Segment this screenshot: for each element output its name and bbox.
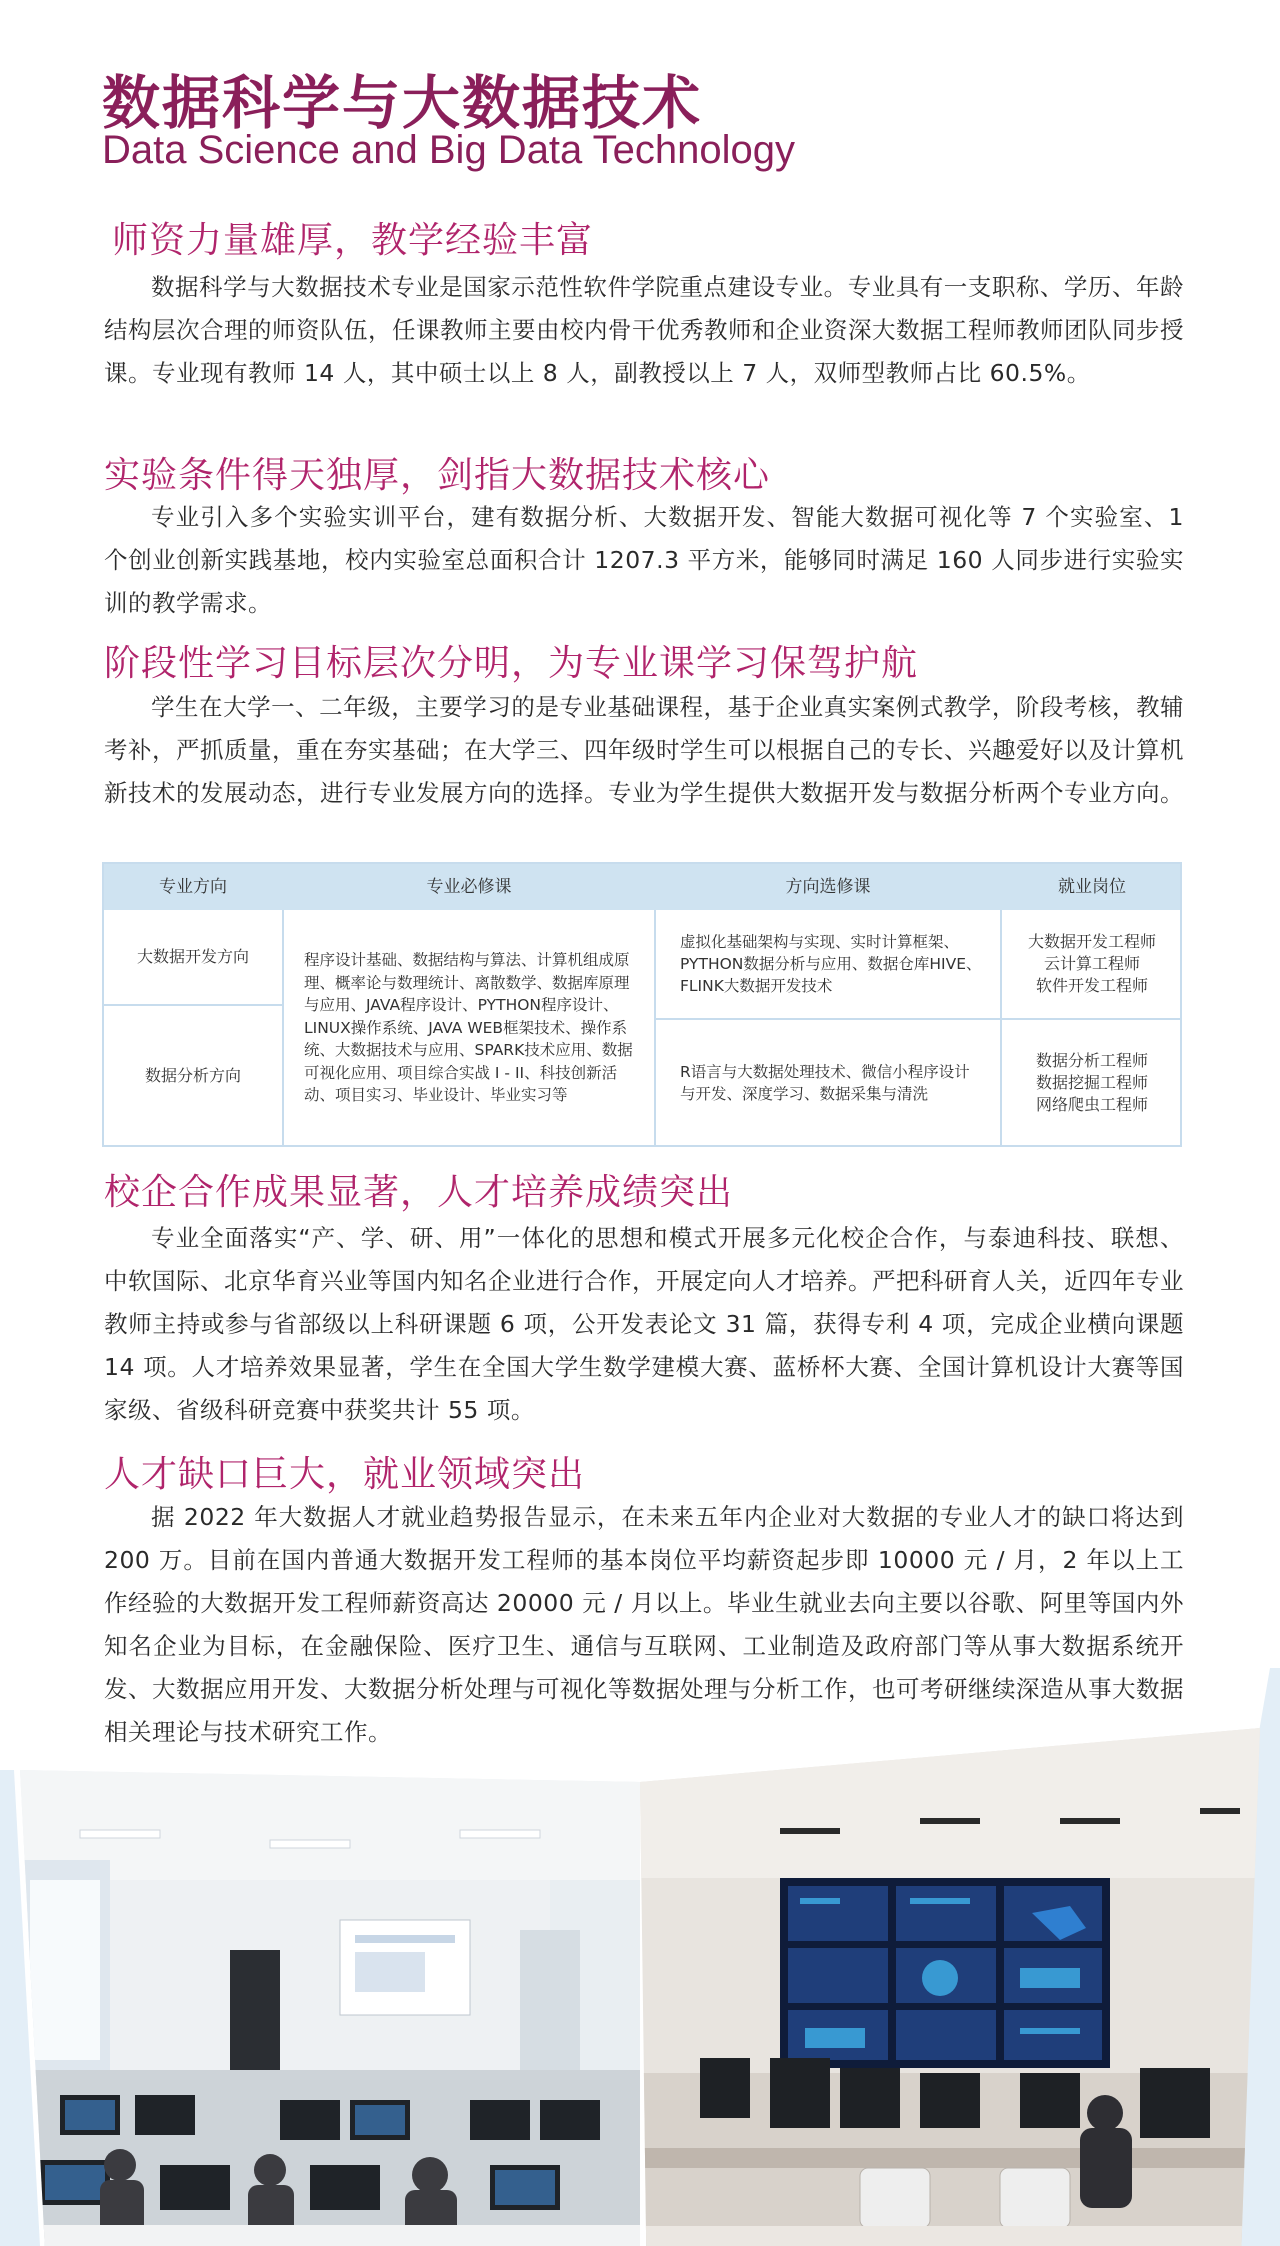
table-cell-required-courses: 程序设计基础、数据结构与算法、计算机组成原理、概率论与数理统计、离散数学、数据库原理与应用、JAVA程序设计、PYTHON程序设计、LINUX操作系统、JAVA WEB框架技术、操作系统、大数据技术与应用、SPARK技术应用、数据可视化应用、项目综合实战 I - II、科技创新活动、项目实习、毕业设计、毕业实习等 [304, 951, 633, 1105]
table-cell-direction: 大数据开发方向 [136, 947, 249, 966]
section-heading-learning: 阶段性学习目标层次分明，为专业课学习保驾护航 [104, 643, 919, 684]
course-table [102, 862, 1182, 1147]
table-header-row [104, 864, 1180, 910]
table-divider [654, 910, 656, 1147]
table-cell-electives: R语言与大数据处理技术、微信小程序设计与开发、深度学习、数据采集与清洗 [680, 1063, 970, 1103]
section-heading-faculty: 师资力量雄厚，教学经验丰富 [112, 220, 594, 261]
table-header-required: 专业必修课 [426, 877, 512, 897]
section-heading-cooperation: 校企合作成果显著，人才培养成绩突出 [104, 1172, 734, 1213]
section-text-cooperation: 专业全面落实“产、学、研、用”一体化的思想和模式开展多元化校企合作，与泰迪科技、联想、中软国际、北京华育兴业等国内知名企业进行合作，开展定向人才培养。严把科研育人关，近四年专业教师主持或参与省部级以上科研课题 6 项，公开发表论文 31 篇，获得专利 4 项，完成企业横向课题 14 项。人才培养效果显著，学生在全国大学生数学建模大赛、蓝桥杯大赛、全国计算机设计大赛等国家级、省级科研竞赛中获奖共计 55 项。 [104, 1224, 1184, 1424]
section-text-faculty: 数据科学与大数据技术专业是国家示范性软件学院重点建设专业。专业具有一支职称、学历、年龄结构层次合理的师资队伍，任课教师主要由校内骨干优秀教师和企业资深大数据工程师教师团队同步授课。专业现有教师 14 人，其中硕士以上 8 人，副教授以上 7 人，双师型教师占比 60.5%。 [104, 273, 1184, 387]
section-text-learning: 学生在大学一、二年级，主要学习的是专业基础课程，基于企业真实案例式教学，阶段考核，教辅考补，严抓质量，重在夯实基础；在大学三、四年级时学生可以根据自己的专长、兴趣爱好以及计算机新技术的发展动态，进行专业发展方向的选择。专业为学生提供大数据开发与数据分析两个专业方向。 [104, 693, 1184, 807]
table-header-direction: 专业方向 [159, 877, 227, 897]
classroom-photo [20, 1770, 640, 2246]
table-header-jobs: 就业岗位 [1058, 877, 1126, 897]
table-header-elective: 方向选修课 [785, 877, 871, 897]
table-cell-jobs: 数据分析工程师 数据挖掘工程师 网络爬虫工程师 [1035, 1051, 1148, 1114]
table-cell-jobs: 大数据开发工程师 云计算工程师 软件开发工程师 [1027, 932, 1156, 995]
table-cell-direction: 数据分析方向 [144, 1066, 241, 1085]
section-text-employment: 据 2022 年大数据人才就业趋势报告显示，在未来五年内企业对大数据的专业人才的缺口将达到 200 万。目前在国内普通大数据开发工程师的基本岗位平均薪资起步即 10000 元 / 月，2 年以上工作经验的大数据开发工程师薪资高达 20000 元 / 月以上。毕业生就业去向主要以谷歌、阿里等国内外知名企业为目标，在金融保险、医疗卫生、通信与互联网、工业制造及政府部门等从事大数据系统开发、大数据应用开发、大数据分析处理与可视化等数据处理与分析工作，也可考研继续深造从事大数据相关理论与技术研究工作。 [104, 1503, 1184, 1746]
data-lab-photo [640, 1728, 1260, 2246]
section-heading-lab: 实验条件得天独厚，剑指大数据技术核心 [104, 455, 771, 496]
section-text-lab: 专业引入多个实验实训平台，建有数据分析、大数据开发、智能大数据可视化等 7 个实验室、1 个创业创新实践基地，校内实验室总面积合计 1207.3 平方米，能够同时满足 160 人同步进行实验实训的教学需求。 [104, 503, 1184, 617]
section-heading-employment: 人才缺口巨大，就业领域突出 [104, 1454, 586, 1495]
table-cell-electives: 虚拟化基础架构与实现、实时计算框架、PYTHON数据分析与应用、数据仓库HIVE、FLINK大数据开发技术 [680, 933, 982, 995]
page-title: 数据科学与大数据技术 [102, 69, 703, 137]
page-subtitle: Data Science and Big Data Technology [102, 128, 796, 172]
table-divider [282, 910, 284, 1147]
